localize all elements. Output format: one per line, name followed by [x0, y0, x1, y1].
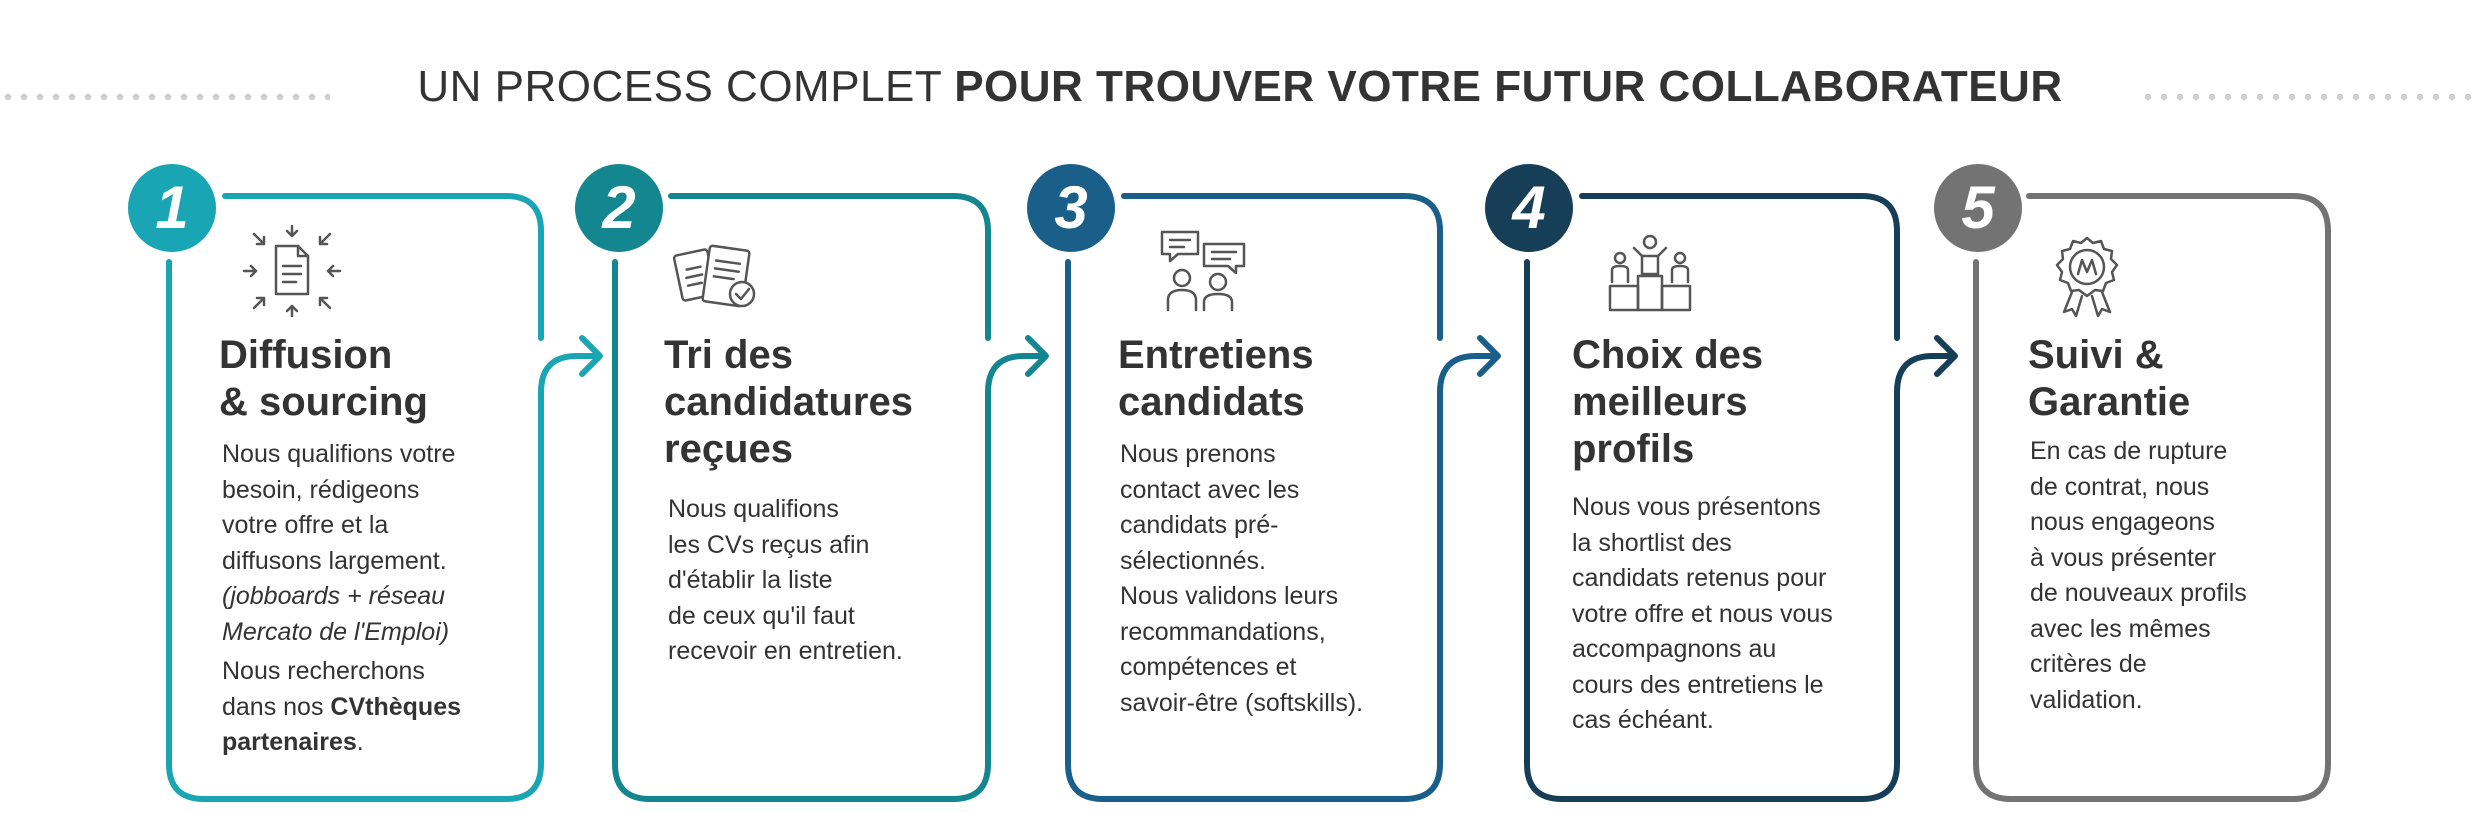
step-4-body-line: candidats retenus pour [1572, 564, 1827, 592]
step-1-body-line: diffusons largement. [222, 546, 447, 575]
step-3-body-line: recommandations, [1120, 617, 1326, 646]
step-1-title [219, 332, 428, 426]
step-3-number: 3 [1027, 164, 1115, 252]
step-1-bold-text: partenaires [222, 728, 357, 756]
step-4-title-line: meilleurs [1572, 380, 1748, 424]
arrow-1-2 [541, 338, 600, 420]
interview-people-icon [1158, 228, 1248, 312]
step-5-body-line: de contrat, nous [2030, 472, 2210, 501]
step-4-body-line: cas échéant. [1572, 706, 1714, 734]
step-2-body-line: de ceux qu'il faut [668, 601, 855, 630]
step-4-body-line: Nous vous présentons [1572, 493, 1821, 521]
step-3-body-line: compétences et [1120, 653, 1297, 681]
step-1-number: 1 [128, 164, 216, 252]
step-4-body-line: la shortlist des [1572, 528, 1732, 557]
resumes-check-icon [672, 240, 768, 316]
step-4-body [1572, 490, 1833, 739]
step-3-body-line: Nous prenons [1120, 440, 1276, 468]
step-1-body-line: besoin, rédigeons [222, 475, 420, 504]
step-5-body [2030, 434, 2247, 718]
step-5-number: 5 [1934, 164, 2022, 252]
step-4-title [1572, 332, 1763, 473]
step-5-body-line: En cas de rupture [2030, 437, 2228, 465]
step-2-number: 2 [575, 164, 663, 252]
step-1-title-line: & sourcing [219, 380, 428, 424]
step-1-body-mixed-line [222, 725, 461, 761]
title-regular: UN PROCESS COMPLET [417, 62, 942, 111]
step-3-body-line: Nous validons leurs [1120, 582, 1339, 610]
step-5-body-line: nous engageons [2030, 508, 2215, 536]
step-1-body-line: votre offre et la [222, 511, 389, 539]
step-2-title [664, 332, 913, 473]
step-1-body-italic-line: Mercato de l'Emploi) [222, 617, 450, 646]
step-2-body-line: les CVs reçus afin [668, 530, 870, 559]
step-2-title-line: candidatures [664, 380, 913, 424]
arrow-3-4 [1440, 338, 1498, 420]
step-5-body-line: validation. [2030, 685, 2143, 714]
step-1-body-mixed-line [222, 690, 461, 726]
step-2-title-line: reçues [664, 427, 793, 471]
step-5-body-line: critères de [2030, 650, 2147, 678]
step-3-body-line: candidats pré- [1120, 511, 1279, 539]
award-badge-icon [2050, 234, 2124, 318]
step-3-body [1120, 437, 1363, 721]
step-4-body-line: votre offre et nous vous [1572, 599, 1833, 628]
step-1-body-line: Nous recherchons [222, 657, 425, 685]
step-4-number: 4 [1485, 164, 1573, 252]
step-5-title [2028, 332, 2190, 426]
podium-people-icon [1606, 234, 1694, 312]
step-2-title-line: Tri des [664, 333, 793, 377]
arrow-4-5 [1897, 338, 1955, 420]
step-2-body-line: recevoir en entretien. [668, 637, 903, 665]
step-4-body-line: accompagnons au [1572, 635, 1777, 663]
step-1-bold-prefix: dans nos [222, 692, 331, 721]
step-1-bold-suffix: . [356, 728, 364, 756]
document-distribution-icon [240, 222, 344, 320]
step-3-title-line: candidats [1118, 380, 1305, 424]
step-5-body-line: à vous présenter [2030, 543, 2217, 572]
step-3-title [1118, 332, 1314, 426]
title-bold: POUR TROUVER VOTRE FUTUR COLLABORATEUR [954, 62, 2063, 111]
step-4-body-line: cours des entretiens le [1572, 670, 1824, 699]
step-2-body-line: Nous qualifions [668, 495, 839, 523]
step-1-body [222, 437, 461, 761]
step-5-body-line: avec les mêmes [2030, 614, 2211, 643]
step-3-title-line: Entretiens [1118, 333, 1314, 377]
step-4-title-line: profils [1572, 427, 1695, 471]
step-3-body-line: contact avec les [1120, 475, 1300, 504]
arrow-2-3 [988, 338, 1046, 420]
step-2-body [668, 492, 903, 670]
step-5-title-line: Suivi & [2028, 333, 2164, 377]
step-4-title-line: Choix des [1572, 333, 1764, 377]
step-2-body-line: d'établir la liste [668, 566, 833, 594]
step-1-bold-text: CVthèques [330, 692, 462, 721]
step-1-body-italic-line: (jobboards + réseau [222, 582, 446, 610]
step-1-title-line: Diffusion [219, 333, 393, 377]
step-1-body-line: Nous qualifions votre [222, 440, 456, 468]
step-5-body-line: de nouveaux profils [2030, 579, 2247, 607]
step-5-title-line: Garantie [2028, 380, 2191, 424]
step-3-body-line: sélectionnés. [1120, 546, 1266, 575]
step-3-body-line: savoir-être (softskills). [1120, 688, 1364, 717]
